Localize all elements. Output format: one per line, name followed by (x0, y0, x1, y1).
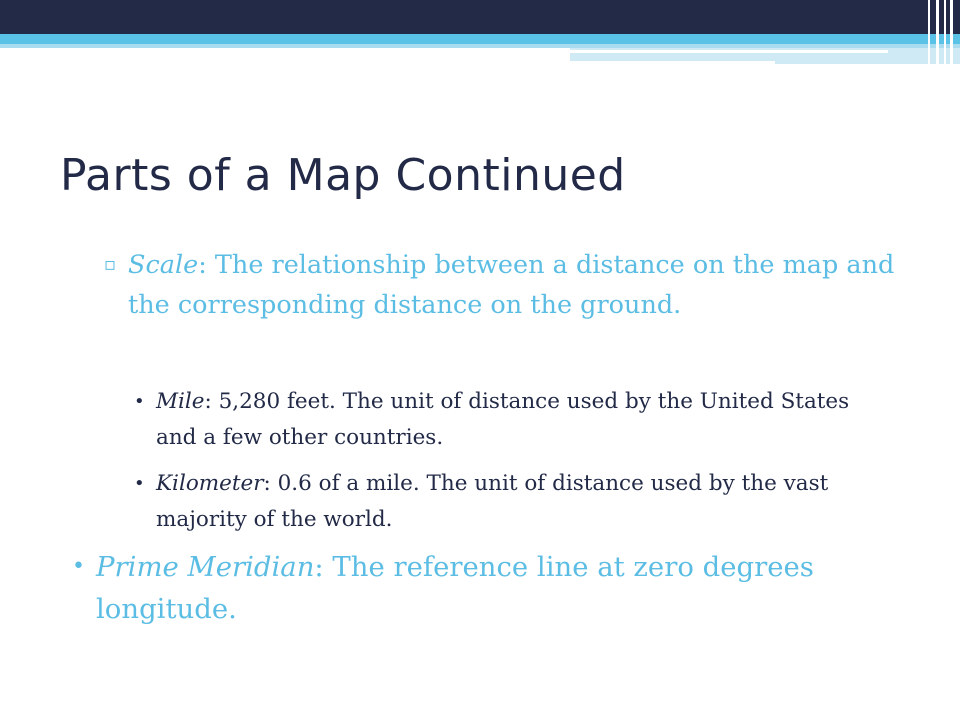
header-vertical-line (936, 0, 939, 64)
term-label: Scale (128, 250, 199, 280)
bullet-mile (134, 384, 896, 456)
term-label: Prime Meridian (96, 551, 315, 583)
bullet-prime-meridian (72, 546, 896, 630)
square-bullet-icon: ▫ (104, 254, 117, 275)
header-white-stripe (570, 50, 888, 53)
definition-text: : The relationship between a distance on the map and the corresponding distance on the ground. (128, 250, 895, 320)
header-vertical-line (928, 0, 930, 64)
header-white-stripe (570, 61, 775, 64)
header-vertical-line (950, 0, 953, 64)
definition-text: : 5,280 feet. The unit of distance used by the United States and a few other countries. (156, 389, 850, 450)
dot-bullet-icon: • (72, 554, 85, 579)
definition-text: : 0.6 of a mile. The unit of distance used by the vast majority of the world. (156, 471, 829, 532)
header-dark-band (0, 0, 960, 34)
bullet-scale (104, 245, 908, 325)
dot-bullet-icon: • (134, 391, 145, 412)
slide-title: Parts of a Map Continued (60, 150, 626, 201)
bullet-kilometer (134, 466, 896, 538)
term-label: Kilometer (156, 471, 264, 496)
header-light-band (0, 34, 960, 44)
definition-text: : The reference line at zero degrees longitude. (96, 551, 814, 625)
dot-bullet-icon: • (134, 473, 145, 494)
term-label: Mile (156, 389, 205, 414)
header-vertical-line (944, 0, 946, 64)
